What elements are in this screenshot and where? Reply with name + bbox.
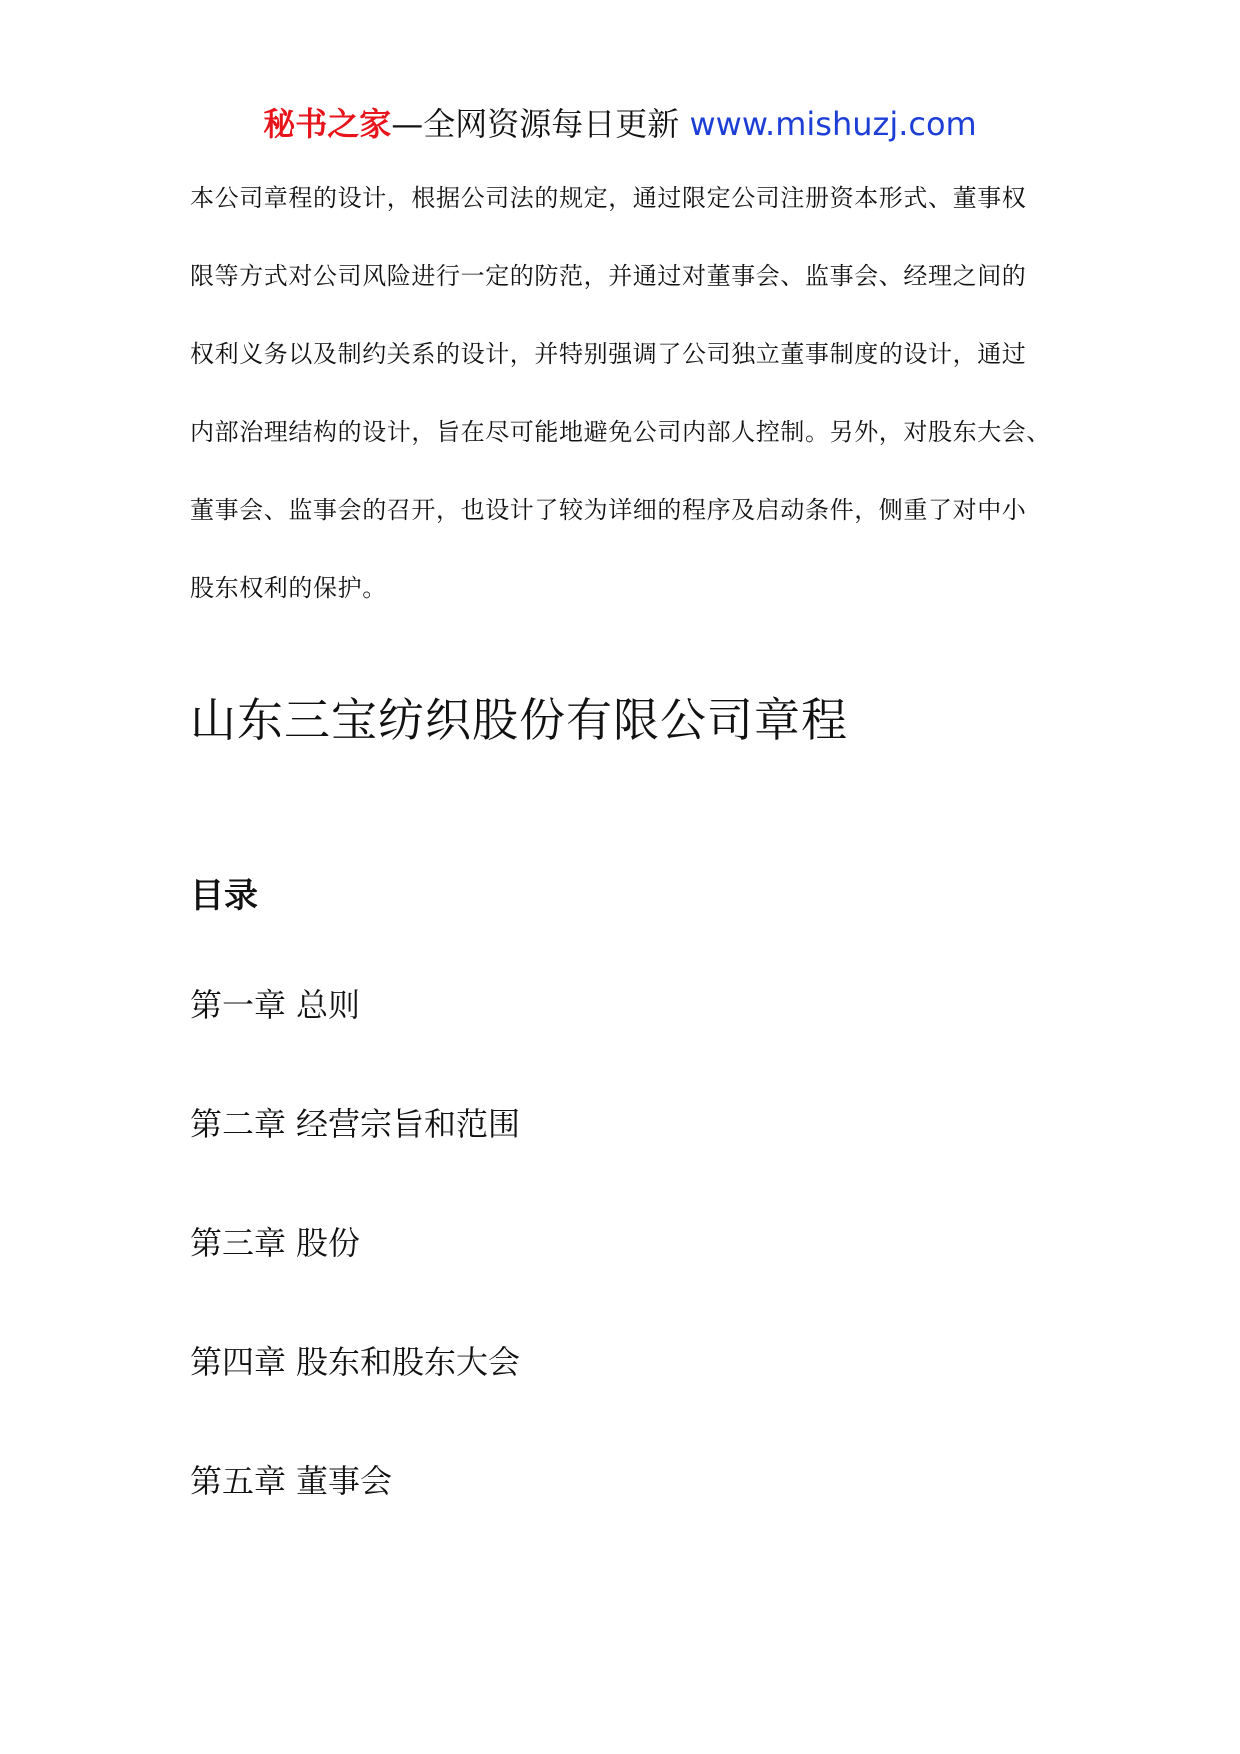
intro-line: 内部治理结构的设计，旨在尽可能地避免公司内部人控制。另外，对股东大会、 <box>190 418 1051 446</box>
intro-line: 权利义务以及制约关系的设计，并特别强调了公司独立董事制度的设计，通过 <box>190 340 1027 368</box>
toc-chapter-title: 经营宗旨和范围 <box>296 1105 521 1143</box>
document-title: 山东三宝纺织股份有限公司章程 <box>190 693 848 747</box>
site-url-link[interactable]: www.mishuzj.com <box>689 105 977 143</box>
toc-item-chapter-5[interactable] <box>190 1460 1090 1502</box>
toc-chapter-number: 第一章 <box>190 986 287 1024</box>
intro-paragraph <box>190 182 1070 650</box>
toc-chapter-title: 股份 <box>296 1224 361 1262</box>
toc-chapter-title: 总则 <box>296 986 361 1024</box>
toc-chapter-number: 第三章 <box>190 1224 287 1262</box>
intro-line: 董事会、监事会的召开，也设计了较为详细的程序及启动条件，侧重了对中小 <box>190 496 1027 524</box>
intro-line: 限等方式对公司风险进行一定的防范，并通过对董事会、监事会、经理之间的 <box>190 262 1027 290</box>
intro-line: 股东权利的保护。 <box>190 574 387 602</box>
toc-item-chapter-3[interactable] <box>190 1222 1090 1264</box>
toc-chapter-number: 第二章 <box>190 1105 287 1143</box>
toc-item-chapter-4[interactable] <box>190 1341 1090 1383</box>
toc-chapter-title: 股东和股东大会 <box>296 1343 521 1381</box>
brand-name: 秘书之家 <box>263 105 392 143</box>
toc-chapter-number: 第四章 <box>190 1343 287 1381</box>
toc-item-chapter-1[interactable] <box>190 984 1090 1026</box>
intro-line: 本公司章程的设计，根据公司法的规定，通过限定公司注册资本形式、董事权 <box>190 184 1027 212</box>
site-banner <box>0 100 1240 148</box>
banner-slogan: —全网资源每日更新 <box>391 105 680 143</box>
toc-chapter-title: 董事会 <box>296 1462 393 1500</box>
toc-item-chapter-2[interactable] <box>190 1103 1090 1145</box>
toc-chapter-number: 第五章 <box>190 1462 287 1500</box>
toc-heading: 目录 <box>190 876 258 916</box>
table-of-contents <box>190 984 1090 1579</box>
